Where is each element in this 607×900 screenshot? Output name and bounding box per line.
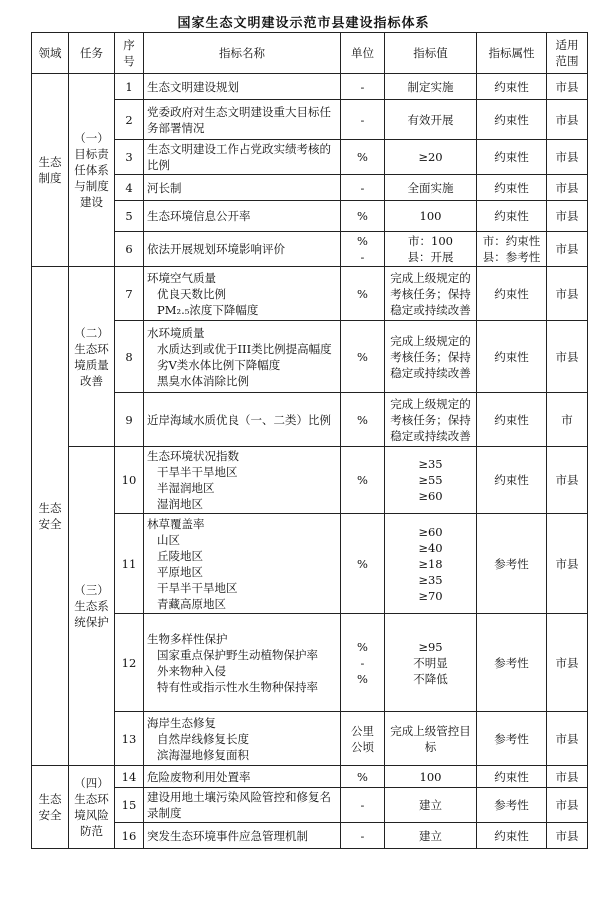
cell-line: 山区 (157, 532, 180, 547)
unit-cell (341, 175, 385, 201)
attribute-cell (477, 175, 547, 201)
value-cell (385, 514, 477, 614)
scope-cell: 市县 (547, 267, 588, 321)
cell-line: ≥60 (418, 489, 443, 503)
indicator-table (31, 32, 588, 849)
cell-line: 完成上级规定的考核任务；保持稳定或持续改善 (390, 270, 471, 317)
cell-line: 约束性 (494, 349, 529, 364)
cell-line: 完成上级规定的考核任务；保持稳定或持续改善 (390, 333, 471, 380)
cell-line: 参考性 (494, 731, 529, 746)
value-cell (385, 232, 477, 267)
attribute-cell (477, 766, 547, 788)
unit-cell (341, 201, 385, 232)
cell-line: 约束性 (494, 828, 529, 843)
attribute-cell (477, 712, 547, 766)
cell-line: 完成上级管控目标 (390, 723, 471, 754)
indicator-name-cell (144, 447, 341, 514)
scope-cell: 市县 (547, 74, 588, 100)
scope-cell: 市县 (547, 100, 588, 140)
indicator-name-cell (144, 267, 341, 321)
value-cell (385, 201, 477, 232)
header-row (32, 33, 588, 74)
cell-line: ≥95 (418, 639, 443, 654)
cell-line: 市：约束性 (482, 234, 541, 248)
header-cell: 适用范围 (547, 33, 588, 74)
cell-line: % (357, 556, 368, 571)
cell-line: 湿润地区 (157, 497, 203, 511)
cell-line: % (357, 150, 368, 164)
cell-line: % (357, 412, 368, 427)
seq-cell: 15 (115, 788, 144, 823)
unit-cell (341, 823, 385, 849)
indicator-name-cell (144, 100, 341, 140)
attribute-cell (477, 823, 547, 849)
attribute-cell (477, 140, 547, 175)
cell-line: - (360, 180, 365, 195)
indicator-name-cell (144, 712, 341, 766)
unit-cell (341, 788, 385, 823)
scope-cell: 市县 (547, 614, 588, 712)
attribute-cell (477, 447, 547, 514)
cell-line: 参考性 (494, 798, 529, 812)
table-row (32, 175, 588, 201)
cell-line: 水质达到或优于III类比例提高幅度 (157, 341, 332, 356)
task-cell: （二）生态环境质量改善 (69, 267, 115, 447)
indicator-name-cell (144, 140, 341, 175)
cell-line: 公里 (351, 723, 374, 738)
cell-line: 约束性 (494, 209, 529, 223)
cell-line: ≥20 (418, 150, 443, 164)
cell-line: 生态文明建设规划 (147, 79, 239, 94)
cell-line: 县：参考性 (482, 250, 541, 264)
cell-line: - (360, 828, 365, 843)
unit-cell (341, 766, 385, 788)
domain-cell: 生态安全 (32, 267, 69, 766)
table-row (32, 823, 588, 849)
cell-line: 依法开展规划环境影响评价 (147, 242, 285, 256)
cell-line: 完成上级规定的考核任务；保持稳定或持续改善 (390, 396, 471, 443)
cell-line: 建立 (419, 798, 442, 812)
cell-line: % (357, 473, 368, 487)
cell-line: 约束性 (494, 112, 529, 127)
cell-line: 海岸生态修复 (147, 715, 216, 730)
cell-line: 平原地区 (157, 564, 203, 579)
cell-line: 丘陵地区 (157, 548, 203, 563)
cell-line: 林草覆盖率 (147, 516, 205, 531)
value-cell (385, 788, 477, 823)
cell-line: ≥60 (418, 524, 443, 539)
cell-line: 约束性 (494, 473, 529, 487)
seq-cell: 14 (115, 766, 144, 788)
value-cell (385, 74, 477, 100)
indicator-name-cell (144, 823, 341, 849)
unit-cell (341, 393, 385, 447)
scope-cell: 市县 (547, 140, 588, 175)
indicator-name-cell (144, 788, 341, 823)
table-row (32, 232, 588, 267)
cell-line: 黑臭水体消除比例 (157, 373, 249, 388)
indicator-name-cell (144, 766, 341, 788)
cell-line: ≥35 (418, 457, 443, 471)
scope-cell: 市 (547, 393, 588, 447)
cell-line: 不降低 (413, 671, 448, 686)
cell-line: 生态环境信息公开率 (147, 209, 251, 223)
cell-line: 县：开展 (407, 250, 454, 264)
scope-cell: 市县 (547, 766, 588, 788)
task-cell: （三）生态系统保护 (69, 447, 115, 766)
cell-line: 危险废物利用处置率 (147, 769, 251, 784)
indicator-name-cell (144, 514, 341, 614)
unit-cell (341, 267, 385, 321)
attribute-cell (477, 393, 547, 447)
task-cell: （一）目标责任体系与制度建设 (69, 74, 115, 267)
indicator-name-cell (144, 321, 341, 393)
cell-line: - (360, 798, 365, 812)
table-row (32, 140, 588, 175)
cell-line: 参考性 (494, 556, 529, 571)
scope-cell: 市县 (547, 712, 588, 766)
domain-cell: 生态安全 (32, 766, 69, 849)
seq-cell: 13 (115, 712, 144, 766)
cell-line: 自然岸线修复长度 (157, 731, 249, 746)
cell-line: 劣V类水体比例下降幅度 (157, 357, 281, 372)
cell-line: 近岸海域水质优良（一、二类）比例 (147, 412, 331, 427)
cell-line: 干旱半干旱地区 (157, 580, 238, 595)
cell-line: 约束性 (494, 286, 529, 301)
cell-line: % (357, 639, 368, 654)
value-cell (385, 614, 477, 712)
unit-cell (341, 321, 385, 393)
unit-cell (341, 614, 385, 712)
table-row (32, 393, 588, 447)
cell-line: 优良天数比例 (157, 286, 226, 301)
table-row (32, 514, 588, 614)
table-row (32, 201, 588, 232)
indicator-name-cell (144, 201, 341, 232)
unit-cell (341, 74, 385, 100)
scope-cell: 市县 (547, 447, 588, 514)
cell-line: - (360, 112, 365, 127)
table-row (32, 100, 588, 140)
attribute-cell (477, 614, 547, 712)
scope-cell: 市县 (547, 321, 588, 393)
header-cell: 指标值 (385, 33, 477, 74)
indicator-name-cell (144, 614, 341, 712)
table-row (32, 267, 588, 321)
cell-line: 国家重点保护野生动植物保护率 (157, 647, 318, 662)
value-cell (385, 267, 477, 321)
scope-cell: 市县 (547, 175, 588, 201)
attribute-cell (477, 100, 547, 140)
header-cell: 指标属性 (477, 33, 547, 74)
seq-cell: 1 (115, 74, 144, 100)
cell-line: 水环境质量 (147, 325, 205, 340)
cell-line: - (360, 655, 365, 670)
cell-line: 制定实施 (407, 79, 454, 94)
seq-cell: 2 (115, 100, 144, 140)
seq-cell: 16 (115, 823, 144, 849)
scope-cell: 市县 (547, 232, 588, 267)
cell-line: ≥55 (418, 473, 443, 487)
cell-line: 突发生态环境事件应急管理机制 (147, 828, 308, 843)
cell-line: % (357, 769, 368, 784)
cell-line: 生物多样性保护 (147, 631, 228, 646)
attribute-cell (477, 514, 547, 614)
cell-line: 参考性 (494, 655, 529, 670)
cell-line: 青藏高原地区 (157, 596, 226, 611)
value-cell (385, 712, 477, 766)
task-cell: （四）生态环境风险防范 (69, 766, 115, 849)
domain-cell: 生态制度 (32, 74, 69, 267)
cell-line: 约束性 (494, 79, 529, 94)
unit-cell (341, 100, 385, 140)
attribute-cell (477, 74, 547, 100)
value-cell (385, 175, 477, 201)
seq-cell: 10 (115, 447, 144, 514)
value-cell (385, 393, 477, 447)
indicator-name-cell (144, 175, 341, 201)
cell-line: 全面实施 (407, 180, 454, 195)
cell-line: 约束性 (494, 412, 529, 427)
table-row (32, 321, 588, 393)
cell-line: 生态文明建设工作占党政实绩考核的比例 (147, 142, 331, 172)
value-cell (385, 321, 477, 393)
scope-cell: 市县 (547, 823, 588, 849)
unit-cell (341, 140, 385, 175)
cell-line: 半湿润地区 (157, 481, 215, 495)
attribute-cell (477, 232, 547, 267)
scope-cell: 市县 (547, 788, 588, 823)
value-cell (385, 823, 477, 849)
cell-line: 建立 (419, 828, 442, 843)
cell-line: ≥35 (418, 572, 443, 587)
value-cell (385, 766, 477, 788)
unit-cell (341, 712, 385, 766)
cell-line: PM₂.₅浓度下降幅度 (157, 302, 259, 317)
cell-line: 外来物种入侵 (157, 663, 226, 678)
value-cell (385, 447, 477, 514)
cell-line: % (357, 349, 368, 364)
table-row (32, 766, 588, 788)
cell-line: 市：100 (408, 234, 453, 248)
seq-cell: 9 (115, 393, 144, 447)
table-row (32, 614, 588, 712)
seq-cell: 7 (115, 267, 144, 321)
scope-cell: 市县 (547, 514, 588, 614)
cell-line: % (357, 234, 368, 248)
cell-line: % (357, 671, 368, 686)
table-row (32, 447, 588, 514)
cell-line: 公顷 (351, 739, 374, 754)
cell-line: % (357, 209, 368, 223)
table-row (32, 712, 588, 766)
table-row (32, 74, 588, 100)
attribute-cell (477, 788, 547, 823)
indicator-name-cell (144, 232, 341, 267)
header-cell: 序号 (115, 33, 144, 74)
seq-cell: 4 (115, 175, 144, 201)
cell-line: 约束性 (494, 769, 529, 784)
header-cell: 领域 (32, 33, 69, 74)
cell-line: 约束性 (494, 180, 529, 195)
header-cell: 指标名称 (144, 33, 341, 74)
cell-line: ≥40 (418, 540, 443, 555)
header-cell: 单位 (341, 33, 385, 74)
cell-line: - (360, 250, 365, 264)
cell-line: % (357, 286, 368, 301)
cell-line: 有效开展 (407, 112, 454, 127)
cell-line: 河长制 (147, 180, 182, 195)
scope-cell: 市县 (547, 201, 588, 232)
unit-cell (341, 232, 385, 267)
indicator-name-cell (144, 393, 341, 447)
cell-line: 特有性或指示性水生物种保持率 (157, 679, 318, 694)
table-row (32, 788, 588, 823)
attribute-cell (477, 321, 547, 393)
seq-cell: 3 (115, 140, 144, 175)
attribute-cell (477, 201, 547, 232)
seq-cell: 5 (115, 201, 144, 232)
cell-line: 党委政府对生态文明建设重大目标任务部署情况 (147, 104, 331, 135)
seq-cell: 12 (115, 614, 144, 712)
attribute-cell (477, 267, 547, 321)
page-title: 国家生态文明建设示范市县建设指标体系 (177, 16, 430, 31)
unit-cell (341, 447, 385, 514)
cell-line: 生态环境状况指数 (147, 449, 239, 463)
cell-line: 滨海湿地修复面积 (157, 747, 249, 762)
value-cell (385, 100, 477, 140)
seq-cell: 11 (115, 514, 144, 614)
cell-line: 环境空气质量 (147, 270, 216, 285)
unit-cell (341, 514, 385, 614)
cell-line: 不明显 (413, 655, 448, 670)
cell-line: 建设用地土壤污染风险管控和修复名录制度 (147, 790, 331, 820)
seq-cell: 8 (115, 321, 144, 393)
cell-line: 约束性 (494, 150, 529, 164)
cell-line: 100 (419, 769, 442, 784)
cell-line: 干旱半干旱地区 (157, 465, 238, 479)
header-cell: 任务 (69, 33, 115, 74)
value-cell (385, 140, 477, 175)
cell-line: ≥70 (418, 588, 443, 603)
seq-cell: 6 (115, 232, 144, 267)
cell-line: 100 (419, 209, 442, 223)
cell-line: ≥18 (418, 556, 443, 571)
cell-line: - (360, 79, 365, 94)
indicator-name-cell (144, 74, 341, 100)
